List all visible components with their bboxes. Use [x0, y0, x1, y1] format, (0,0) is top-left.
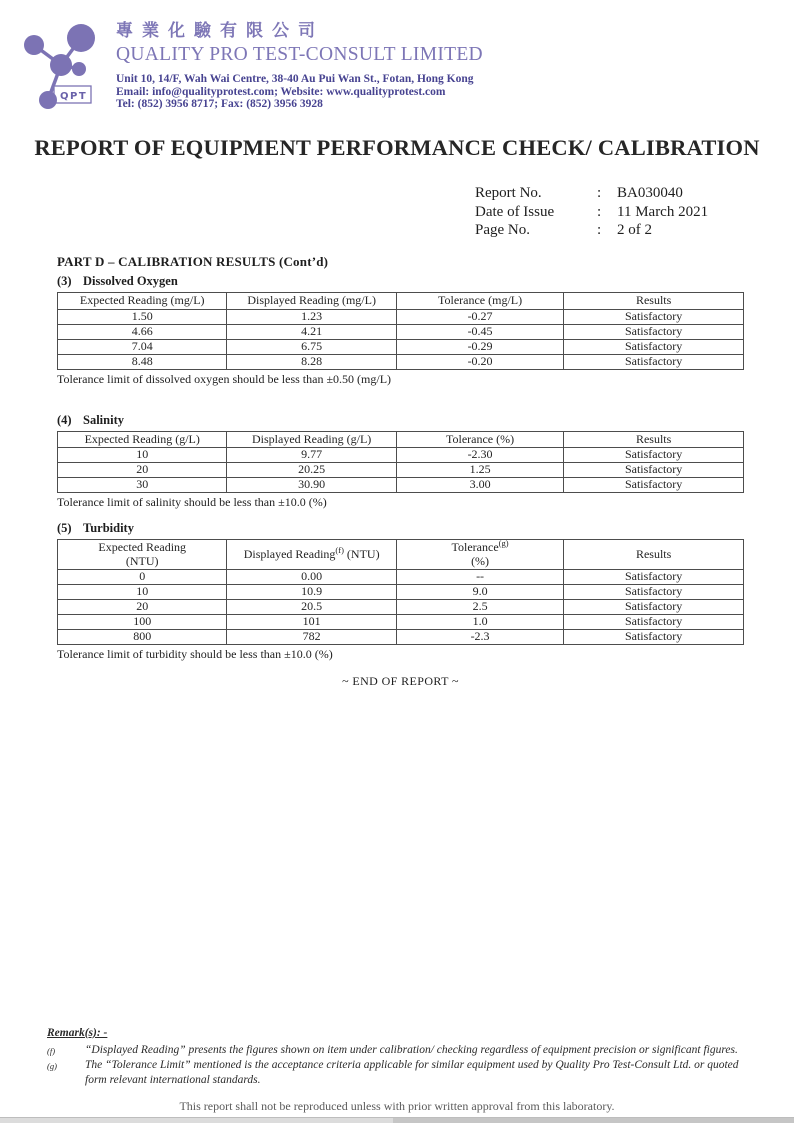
cell: Satisfactory: [564, 309, 744, 324]
company-address: Unit 10, 14/F, Wah Wai Centre, 38-40 Au Pui Wan St., Fotan, Hong Kong: [116, 73, 474, 85]
date-of-issue-label: Date of Issue: [475, 203, 555, 220]
company-tel-fax: Tel: (852) 3956 8717; Fax: (852) 3956 3928: [116, 98, 323, 110]
table-row: [58, 570, 744, 585]
report-body: [57, 254, 744, 689]
section-name: Turbidity: [83, 521, 134, 535]
salinity-table: [57, 431, 744, 494]
cell: 8.48: [58, 354, 227, 369]
cell: -2.3: [396, 630, 563, 645]
cell: -0.20: [396, 354, 563, 369]
footnote-marker-g: (g): [47, 1061, 57, 1071]
section-number: (5): [57, 521, 72, 535]
table-row: [58, 615, 744, 630]
page-number-row: [475, 221, 708, 240]
table-row: [58, 600, 744, 615]
cell: 9.0: [396, 585, 563, 600]
cell: 4.21: [227, 324, 396, 339]
cell: 30.90: [227, 478, 396, 493]
section-name: Dissolved Oxygen: [83, 274, 178, 288]
salinity-tolerance-note: Tolerance limit of salinity should be less than ±10.0 (%): [57, 495, 327, 509]
header-row: [58, 540, 744, 570]
letterhead: [116, 16, 483, 111]
cell: Satisfactory: [564, 585, 744, 600]
table-row: [58, 354, 744, 369]
table-row: [58, 630, 744, 645]
cell: 100: [58, 615, 227, 630]
date-of-issue-value: 11 March 2021: [617, 203, 709, 220]
qpt-logo-text: QPT: [60, 91, 88, 102]
company-logo: [18, 12, 114, 110]
table-row: [58, 463, 744, 478]
footnote-text-f: “Displayed Reading” presents the figures shown on item under calibration/ checking regardless of equipment precision or significant figures.: [85, 1043, 738, 1056]
table-row: [58, 478, 744, 493]
table-row: [58, 309, 744, 324]
cell: 1.0: [396, 615, 563, 630]
table-row: [58, 339, 744, 354]
column-header: Expected Reading (NTU): [58, 540, 227, 570]
separator: :: [597, 222, 602, 238]
cell: 0: [58, 570, 227, 585]
report-number-label: Report No.: [475, 185, 542, 201]
cell: 20: [58, 600, 227, 615]
column-header: Expected Reading (g/L): [58, 431, 227, 448]
dissolved-oxygen-table: [57, 292, 744, 370]
column-header: Expected Reading (mg/L): [58, 293, 227, 310]
cell: 800: [58, 630, 227, 645]
table-row: [58, 324, 744, 339]
end-of-report-marker: ~ END OF REPORT ~: [342, 674, 459, 688]
cell: Satisfactory: [564, 630, 744, 645]
remarks-block: [47, 1026, 753, 1087]
cell: 4.66: [58, 324, 227, 339]
qpt-molecule-icon: [18, 12, 114, 110]
cell: 2.5: [396, 600, 563, 615]
cell: -0.27: [396, 309, 563, 324]
cell: Satisfactory: [564, 448, 744, 463]
table-row: [58, 448, 744, 463]
table-row: [58, 585, 744, 600]
cell: 8.28: [227, 354, 396, 369]
part-d-heading: PART D – CALIBRATION RESULTS (Cont’d): [57, 254, 329, 269]
cell: 30: [58, 478, 227, 493]
remark-item-f: [47, 1043, 753, 1059]
company-email-website: Email: info@qualityprotest.com; Website: www.qualityprotest.com: [116, 85, 446, 98]
cell: 6.75: [227, 339, 396, 354]
header-row: [58, 431, 744, 448]
remarks-heading: Remark(s): -: [47, 1027, 108, 1039]
cell: Satisfactory: [564, 600, 744, 615]
cell: 101: [227, 615, 396, 630]
column-header: Tolerance (mg/L): [396, 293, 563, 310]
cell: Satisfactory: [564, 354, 744, 369]
cell: -0.29: [396, 339, 563, 354]
page-number-value: 2 of 2: [617, 222, 652, 238]
cell: 1.25: [396, 463, 563, 478]
cell: 7.04: [58, 339, 227, 354]
report-number-value: BA030040: [617, 185, 683, 201]
separator: :: [597, 203, 602, 220]
company-name-english: QUALITY PRO TEST-CONSULT LIMITED: [116, 44, 483, 65]
section-name: Salinity: [83, 412, 124, 427]
column-header: Results: [564, 431, 744, 448]
column-header: Tolerance$^{(g)}$ (%): [396, 540, 563, 570]
cell: 3.00: [396, 478, 563, 493]
cell: Satisfactory: [564, 324, 744, 339]
turbidity-tolerance-note: Tolerance limit of turbidity should be less than ±10.0 (%): [57, 647, 333, 661]
cell: 20: [58, 463, 227, 478]
cell: 20.5: [227, 600, 396, 615]
report-number-row: [475, 184, 708, 203]
footnote-text-g: The “Tolerance Limit” mentioned is the acceptance criteria applicable for similar equipment used by Quality Pro Test-Consult Ltd. or quoted form relevant international standards.: [85, 1059, 739, 1086]
cell: 782: [227, 630, 396, 645]
page-title: REPORT OF EQUIPMENT PERFORMANCE CHECK/ CALIBRATION: [34, 135, 760, 160]
header-row: [58, 293, 744, 310]
cell: Satisfactory: [564, 570, 744, 585]
column-header: Displayed Reading$^{(f)}$ (NTU): [227, 540, 396, 570]
cell: Satisfactory: [564, 478, 744, 493]
cell: -0.45: [396, 324, 563, 339]
report-info-block: [475, 184, 708, 240]
dissolved-oxygen-tolerance-note: Tolerance limit of dissolved oxygen should be less than ±0.50 (mg/L): [57, 371, 392, 386]
cell: 1.50: [58, 309, 227, 324]
section-heading-turbidity: [57, 521, 744, 536]
cell: 20.25: [227, 463, 396, 478]
column-header: Displayed Reading (g/L): [227, 431, 396, 448]
company-name-chinese: 專業化驗有限公司: [116, 21, 324, 40]
section-heading-dissolved-oxygen: [57, 274, 744, 289]
turbidity-table: [57, 539, 744, 645]
column-header: Tolerance (%): [396, 431, 563, 448]
section-number: (4): [57, 412, 72, 427]
scan-edge-strip: [0, 1117, 794, 1123]
column-header: Results: [564, 540, 744, 570]
confidentiality-footer: This report shall not be reproduced unless with prior written approval from this laboratory.: [179, 1099, 615, 1113]
cell: 1.23: [227, 309, 396, 324]
cell: 9.77: [227, 448, 396, 463]
cell: 0.00: [227, 570, 396, 585]
cell: Satisfactory: [564, 615, 744, 630]
footnote-marker-f: (f): [47, 1045, 56, 1056]
column-header: Displayed Reading (mg/L): [227, 293, 396, 310]
separator: :: [597, 185, 602, 201]
section-number: (3): [57, 274, 72, 288]
remark-item-g: [47, 1058, 753, 1087]
page-number-label: Page No.: [475, 222, 530, 238]
cell: Satisfactory: [564, 463, 744, 478]
cell: --: [396, 570, 563, 585]
column-header: Results: [564, 293, 744, 310]
date-of-issue-row: [475, 203, 708, 222]
cell: -2.30: [396, 448, 563, 463]
section-heading-salinity: [57, 413, 744, 428]
cell: Satisfactory: [564, 339, 744, 354]
cell: 10.9: [227, 585, 396, 600]
cell: 10: [58, 448, 227, 463]
cell: 10: [58, 585, 227, 600]
